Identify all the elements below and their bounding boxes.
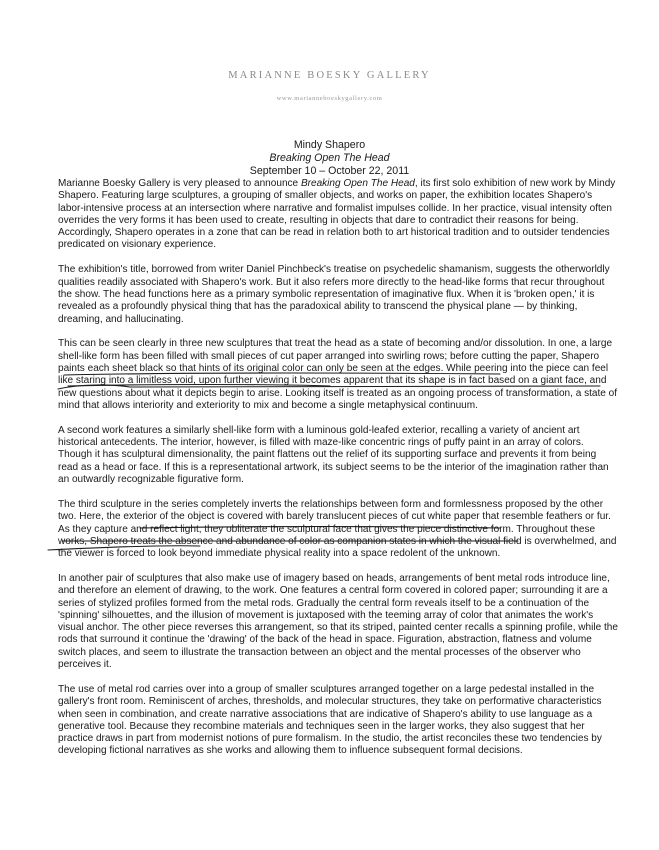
artist-name: Mindy Shapero [293,139,366,151]
gallery-name: MARIANNE BOESKY GALLERY [228,70,431,81]
paragraph-3: This can be seen clearly in three new sculptures that treat the head as a state of becoming and/or dissolution. In one, a large shell-like form has been filled with small pieces of cut paper arranged into swirling rows; before cutting the paper, Shapero paints each sheet black so that hints of its original color can only be seen at the edges. While peering into the piece can feel like staring into a limitless void, upon further viewing it becomes apparent that its shape is in fact based on a giant face, and new questions about what it depicts begin to arise. Looking itself is treated as an ongoing process of transformation, a state of mind that allows interiority and exteriority to mix and become a single metaphysical continuum. [58,338,618,411]
exhibition-title-inline: Breaking Open The Head [300,178,415,189]
paragraph-2: The exhibition's title, borrowed from writer Daniel Pinchbeck's treatise on psychedelic shamanism, suggests the otherworldly qualities readily associated with Shapero's work. But it also refers more directly to the head-like forms that recur throughout the show. The head functions here as a primary symbolic representation of imaginative flux. When it is 'broken open,' it is revealed as a profoundly physical thing that has the paradoxical ability to transcend the physical plane — by thinking, dreaming, and hallucinating. [58,264,610,325]
title-block [0,139,659,178]
letterhead [0,70,659,102]
exhibition-dates: September 10 – October 22, 2011 [249,165,410,177]
paragraph-5: The third sculpture in the series completely inverts the relationships between form and formlessness proposed by the other two. Here, the exterior of the object is covered with barely translucent pieces of cut white paper that resemble feathers or fur. As they capture and reflect light, they obliterate the sculptural face that gives the piece distinctive form. Throughout these works, Shapero treats the absence and abundance of color as companion states in which the visual field is overwhelmed, and the viewer is forced to look beyond immediate physical reality into a space redolent of the unknown. [58,498,617,560]
paragraph-4: A second work features a similarly shell-like form with a luminous gold-leafed exterior, recalling a variety of ancient art historical antecedents. The interior, however, is filled with maze-like concentric rings of puffy paint in an array of colors. Though it has sculptural dimensionality, the paint flattens out the relief of its supporting surface and prevents it from being read as a head or face. If this is a representational artwork, its subject seems to be the interior of the imagination rather than an outwardly recognizable figurative form. [58,424,609,486]
exhibition-title: Breaking Open The Head [269,152,390,164]
gallery-url: www.marianneboeskygallery.com [276,95,383,102]
paragraph-7: The use of metal rod carries over into a group of smaller sculptures arranged together on a large pedestal installed in the gallery's front room. Reminiscent of arches, thresholds, and molecular structures, they take on performative characteristics when seen in combination, and create narrative associations that are indicative of Shapero's ability to use language as a generative tool. Because they recombine materials and techniques seen in the larger works, they also suggest that her practice draws in part from modernist notions of pure formalism. In the studio, the artist reconciles these two tendencies by developing fictional narratives as she works and allowing them to influence subsequent formal decisions. [58,683,602,757]
press-release-body [58,178,618,770]
paragraph-1: Marianne Boesky Gallery is very pleased to announce Breaking Open The Head, its first solo exhibition of new work by Mindy Shapero. Featuring large sculptures, a grouping of smaller objects, and works on paper, the exhibition locates Shapero's labor-intensive process at an intersection where narrative and formalist impulses collide. In her practice, visual intensity often overrides the very forms it has been used to create, resulting in objects that dare to contradict their reasons for being. Accordingly, Shapero operates in a zone that can be read in relation both to art historical tradition and to outsider tendencies predicated on visionary experience. [58,178,616,251]
paragraph-6: In another pair of sculptures that also make use of imagery based on heads, arrangements of bent metal rods introduce line, and therefore an element of drawing, to the work. One features a central form covered in colored paper; surrounding it are a series of stylized profiles formed from the metal rods. Gradually the central form reveals itself to be a continuation of the 'spinning' silhouettes, and the illusion of movement is juxtaposed with the teeming array of color that animates the work's visual anchor. The other piece reverses this arrangement, so that its striped, painted center recalls a spinning profile, while the rods that surround it continue the 'drawing' of the back of the head in space. Figuration, abstraction, flatness and volume switch places, and seem to illustrate the transaction between an object and the mental processes of the observer who perceives it. [58,572,618,671]
